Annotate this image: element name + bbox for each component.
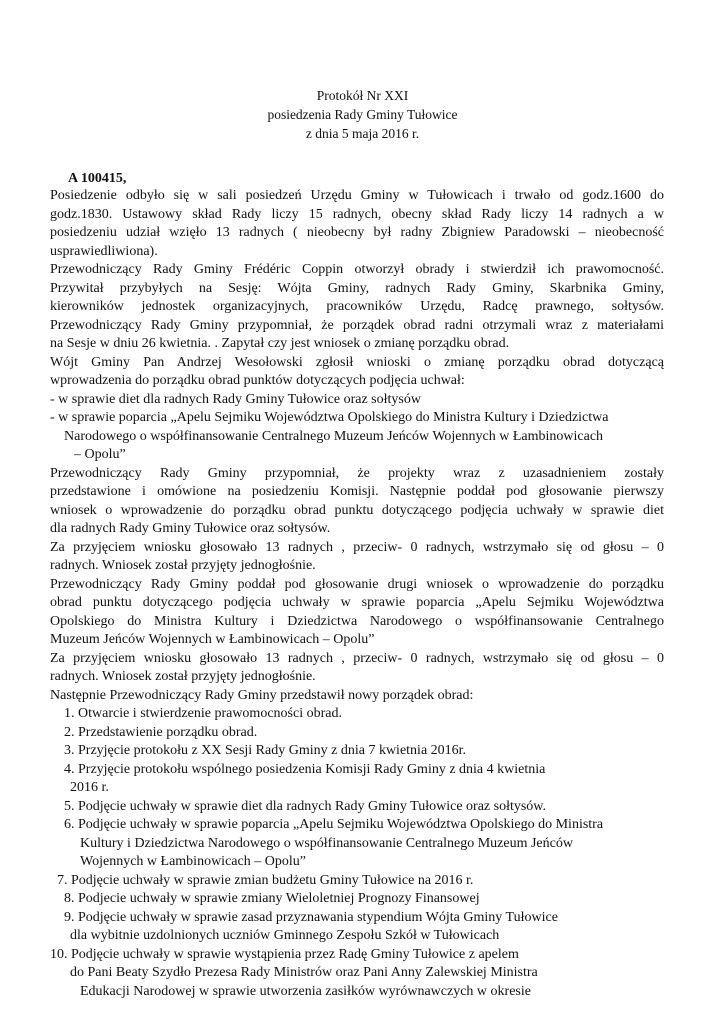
text-line: Narodowego o współfinansowanie Centralnego Muzeum Jeńców Wojennych w Łambinowicach [64, 428, 604, 444]
agenda-item: 9. Podjęcie uchwały w sprawie zasad przyznawania stypendium Wójta Gminy Tułowice [64, 909, 558, 925]
text-line: obrad punktu dotyczącego podjęcia uchwały w sprawie poparcia „Apelu Sejmiku Województwa [50, 595, 664, 610]
text-line: Posiedzenie odbyło się w sali posiedzeń Urzędu Gminy w Tułowicach i trwało od godz.1600 do [50, 188, 664, 203]
agenda-item: 3. Przyjęcie protokołu z XX Sesji Rady Gminy z dnia 7 kwietnia 2016r. [64, 743, 467, 758]
agenda-item-continuation: Kultury i Dziedzictwa Narodowego o współfinansowanie Centralnego Muzeum Jeńców [80, 835, 573, 851]
protocol-header [0, 86, 725, 143]
text-line: Za przyjęciem wniosku głosowało 13 radnych , przeciw- 0 radnych, wstrzymało się od głosu – 0 [50, 650, 664, 666]
agenda-item: 2. Przedstawienie porządku obrad. [64, 724, 258, 740]
protocol-title: Protokół Nr XXI [316, 88, 409, 103]
text-line: Przewodniczący Rady Gminy przypomniał, że porządek obrad radni otrzymali wraz z materiałami [50, 317, 664, 333]
text-line: kierowników jednostek organizacyjnych, pracowników Urzędu, Radcę prawnego, sołtysów. [50, 299, 664, 314]
text-line: usprawiedliwiona). [50, 243, 158, 259]
text-line: Wójt Gminy Pan Andrzej Wesołowski zgłosił wnioski o zmianę porządku obrad dotyczącą [50, 354, 664, 370]
protocol-date: z dnia 5 maja 2016 r. [305, 126, 420, 141]
text-line: Przywitał przybyłych na Sesję: Wójta Gminy, radnych Rady Gminy, Skarbnika Gminy, [50, 280, 664, 296]
agenda-item: 8. Podjecie uchwały w sprawie zmiany Wieloletniej Prognozy Finansowej [64, 891, 480, 906]
agenda-item-continuation: Edukacji Narodowej w sprawie utworzenia zasiłków wyrównawczych w okresie [80, 983, 531, 999]
text-line: Przewodniczący Rady Gminy poddał pod głosowanie drugi wniosek o wprowadzenie do porządku [50, 576, 664, 592]
list-bullet-line: - w sprawie diet dla radnych Rady Gminy Tułowice oraz sołtysów [50, 391, 421, 407]
text-line: wniosek o wprowadzenie do porządku obrad punktu dotyczącego podjęcia uchwały w sprawie diet [50, 502, 664, 518]
text-line: na Sesje w dniu 26 kwietnia. . Zapytał czy jest wniosek o zmianę porządku obrad. [50, 336, 510, 351]
agenda-item-continuation: 2016 r. [70, 780, 109, 795]
text-line: Przewodniczący Rady Gminy przypomniał, że projekty wraz z uzasadnieniem zostały [50, 465, 664, 481]
text-line: Muzeum Jeńców Wojennych w Łambinowicach – Opolu” [50, 632, 375, 647]
list-bullet-line: - w sprawie poparcia „Apelu Sejmiku Województwa Opolskiego do Ministra Kultury i Dziedzictwa [50, 410, 609, 425]
text-line: radnych. Wniosek został przyjęty jednogłośnie. [50, 669, 316, 684]
text-line: przedstawione i omówione na posiedzeniu Komisji. Następnie poddał pod głosowanie pierwszy [50, 484, 664, 499]
protocol-body [50, 187, 664, 1001]
agenda-item: 6. Podjęcie uchwały w sprawie poparcia „Apelu Sejmiku Województwa Opolskiego do Ministra [64, 817, 604, 832]
agenda-item: 1. Otwarcie i stwierdzenie prawomocności obrad. [64, 706, 342, 721]
text-line: Za przyjęciem wniosku głosowało 13 radnych , przeciw- 0 radnych, wstrzymało się od głosu – 0 [50, 539, 664, 555]
agenda-item: 4. Przyjęcie protokołu wspólnego posiedzenia Komisji Rady Gminy z dnia 4 kwietnia [64, 761, 546, 777]
agenda-item-continuation: dla wybitnie uzdolnionych uczniów Gminnego Zespołu Szkół w Tułowicach [70, 928, 500, 943]
text-line: godz.1830. Ustawowy skład Rady liczy 15 radnych, obecny skład Rady liczy 14 radnych a w [50, 206, 664, 222]
agenda-item-continuation: do Pani Beaty Szydło Prezesa Rady Ministrów oraz Pani Anny Zalewskiej Ministra [70, 965, 538, 980]
agenda-item: 7. Podjęcie uchwały w sprawie zmian budżetu Gminy Tułowice na 2016 r. [57, 872, 474, 888]
text-line: Następnie Przewodniczący Rady Gminy przedstawił nowy porządek obrad: [50, 687, 474, 703]
text-line: – Opolu” [74, 447, 126, 462]
agenda-item: 5. Podjęcie uchwały w sprawie diet dla radnych Rady Gminy Tułowice oraz sołtysów. [64, 798, 547, 814]
text-line: Opolskiego do Ministra Kultury i Dziedzictwa Narodowego o współfinansowanie Centralnego [50, 613, 664, 629]
reference-number: A 100415, [68, 171, 127, 186]
agenda-item-continuation: Wojennych w Łambinowicach – Opolu” [80, 854, 306, 869]
text-line: Przewodniczący Rady Gminy Frédéric Coppin otworzył obrady i stwierdził ich prawomocność. [50, 262, 664, 277]
text-line: posiedzeniu udział wzięło 13 radnych ( nieobecny był radny Zbigniew Paradowski – nieobecność [50, 225, 664, 240]
text-line: radnych. Wniosek został przyjęty jednogłośnie. [50, 558, 316, 573]
protocol-subtitle: posiedzenia Rady Gminy Tułowice [267, 107, 458, 122]
text-line: wprowadzenia do porządku obrad punktów dotyczących podjęcia uchwał: [50, 373, 465, 388]
text-line: dla radnych Rady Gminy Tułowice oraz sołtysów. [50, 521, 331, 536]
agenda-item: 10. Podjęcie uchwały w sprawie wystąpienia przez Radę Gminy Tułowice z apelem [50, 946, 519, 962]
